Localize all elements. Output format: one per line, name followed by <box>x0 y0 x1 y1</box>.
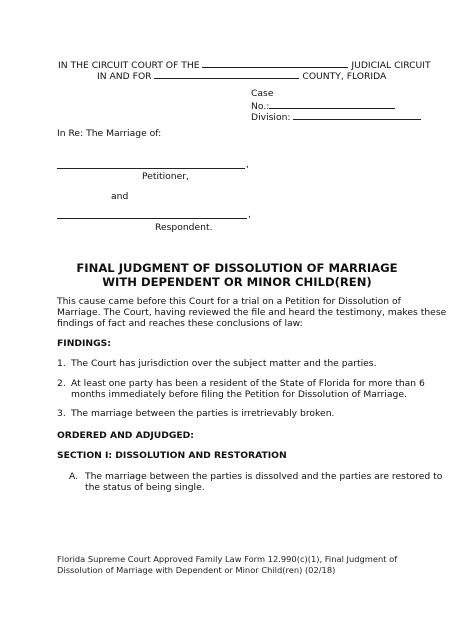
respondent-comma: , <box>248 209 251 220</box>
division-label: Division: <box>251 112 291 123</box>
court-line-suffix: JUDICIAL CIRCUIT <box>351 60 431 71</box>
petitioner-label: Petitioner, <box>142 171 189 182</box>
intro-line3: findings of fact and reaches these conclusions of law: <box>57 318 303 329</box>
footer-line1: Florida Supreme Court Approved Family Law Form 12.990(c)(1), Final Judgment of <box>57 554 398 564</box>
court-line-prefix: IN THE CIRCUIT COURT OF THE <box>58 60 200 71</box>
footer-line2: Dissolution of Marriage with Dependent or Minor Child(ren) (02/18) <box>57 565 336 575</box>
intro-line2: Marriage. The Court, having reviewed the file and heard the testimony, makes these <box>57 307 447 318</box>
respondent-label: Respondent. <box>155 222 213 233</box>
county-line-suffix: COUNTY, FLORIDA <box>302 71 387 82</box>
finding-2-number: 2. <box>57 378 66 389</box>
finding-3-number: 3. <box>57 408 66 419</box>
county-blank[interactable] <box>154 69 299 79</box>
case-no-label: No.: <box>251 101 270 112</box>
in-re-text: In Re: The Marriage of: <box>57 128 162 139</box>
and-text: and <box>111 191 129 202</box>
county-line-prefix: IN AND FOR <box>97 71 152 82</box>
findings-heading: FINDINGS: <box>57 338 111 349</box>
section-1-item-a-line1: The marriage between the parties is dissolved and the parties are restored to <box>85 471 443 482</box>
section-1-heading: SECTION I: DISSOLUTION AND RESTORATION <box>57 450 287 461</box>
finding-1-text: The Court has jurisdiction over the subject matter and the parties. <box>71 358 377 369</box>
petitioner-comma: , <box>246 159 249 170</box>
division-line <box>251 110 421 123</box>
circuit-blank[interactable] <box>202 58 348 68</box>
case-label: Case <box>251 88 274 99</box>
finding-1-number: 1. <box>57 358 66 369</box>
finding-2-line2: months immediately before filing the Petition for Dissolution of Marriage. <box>71 389 407 400</box>
section-1-item-a-line2: the status of being single. <box>85 482 205 493</box>
finding-3-text: The marriage between the parties is irretrievably broken. <box>71 408 335 419</box>
respondent-blank[interactable] <box>57 218 247 219</box>
finding-2-line1: At least one party has been a resident of the State of Florida for more than 6 <box>71 378 425 389</box>
section-1-item-a-letter: A. <box>69 471 79 482</box>
county-line <box>97 69 386 82</box>
division-blank[interactable] <box>293 110 421 120</box>
ordered-heading: ORDERED AND ADJUDGED: <box>57 430 194 441</box>
document-title-line2: WITH DEPENDENT OR MINOR CHILD(REN) <box>102 275 372 289</box>
document-title-line1: FINAL JUDGMENT OF DISSOLUTION OF MARRIAGE <box>76 261 398 275</box>
case-no-blank[interactable] <box>269 99 395 109</box>
intro-line1: This cause came before this Court for a trial on a Petition for Dissolution of <box>57 296 401 307</box>
petitioner-blank[interactable] <box>57 168 245 169</box>
